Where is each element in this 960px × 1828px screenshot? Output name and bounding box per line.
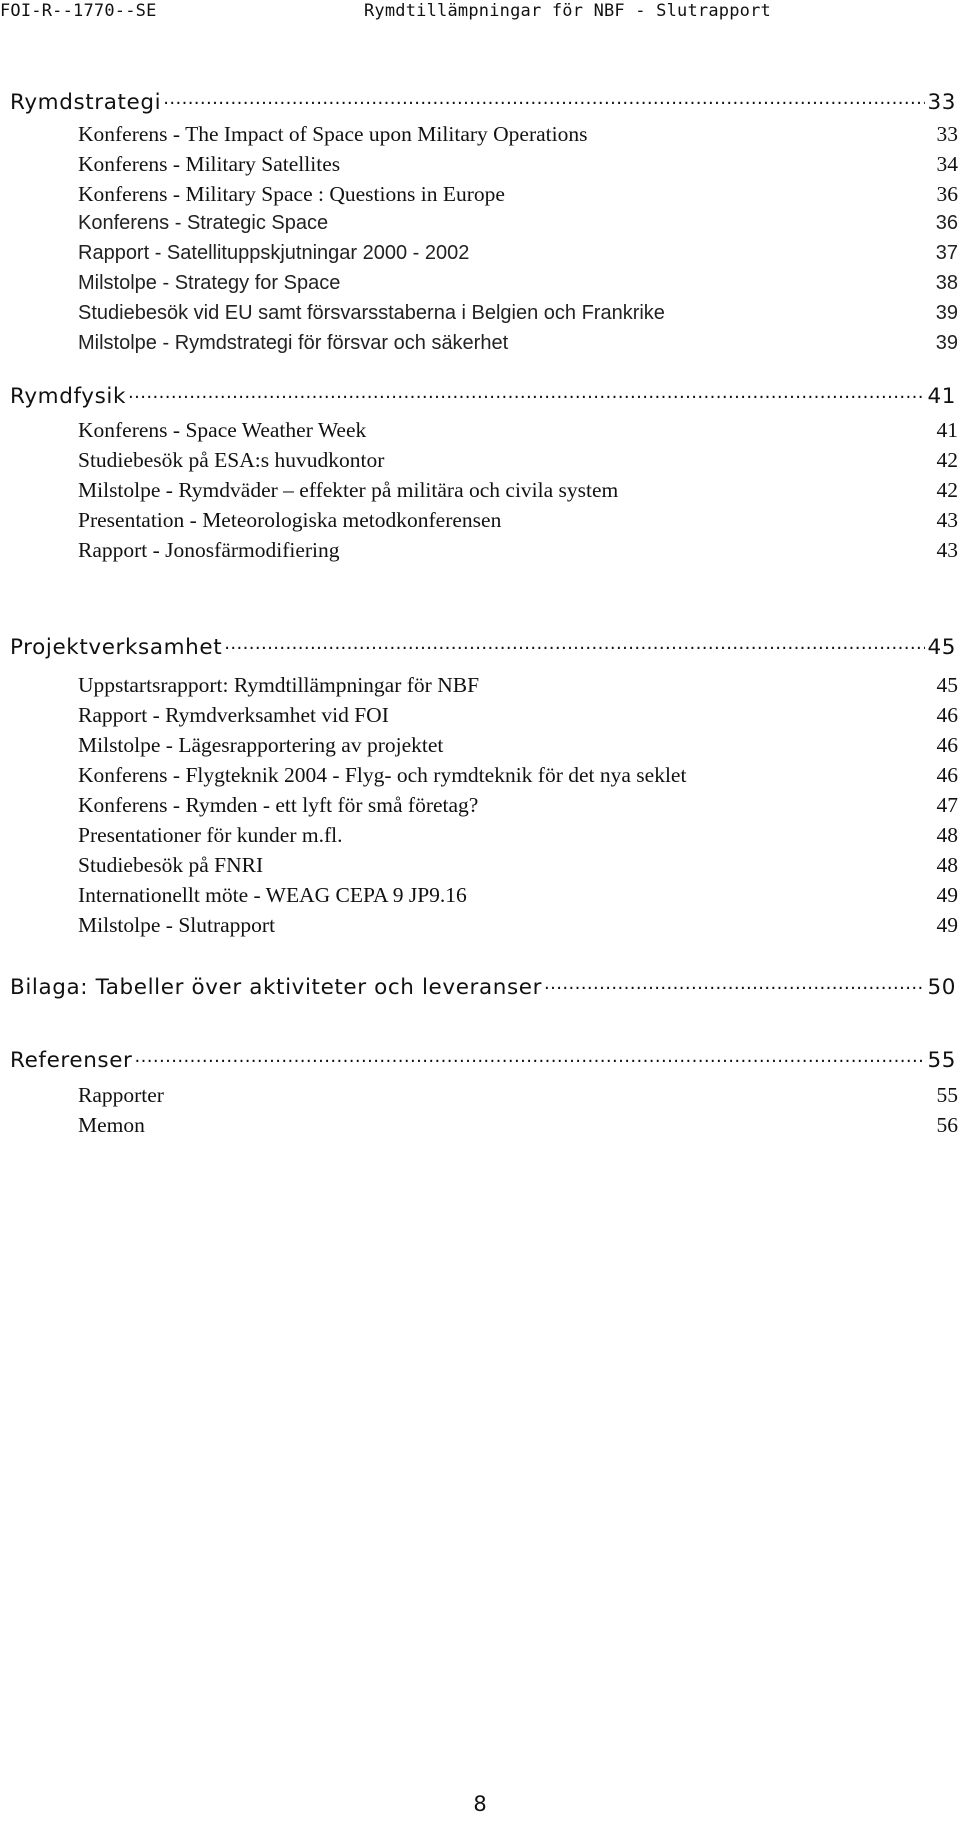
toc-entry[interactable] [78, 122, 960, 152]
toc-entry-title: Milstolpe - Strategy for Space [78, 272, 341, 294]
toc-entry[interactable] [78, 913, 960, 943]
toc-entry[interactable] [78, 1113, 960, 1143]
toc-entry-page: 42 [936, 478, 958, 502]
toc-entry-title: Konferens - Military Space : Questions in Europe [78, 182, 505, 206]
toc-entry-title: Rapport - Jonosfärmodifiering [78, 538, 340, 562]
toc-entry-title: Konferens - Space Weather Week [78, 418, 367, 442]
toc-entry[interactable] [78, 763, 960, 793]
page-number: 8 [473, 1792, 487, 1816]
toc-entry-title: Konferens - Flygteknik 2004 - Flyg- och rymdteknik för det nya seklet [78, 763, 687, 787]
toc-entry-title: Memon [78, 1113, 145, 1137]
toc-entry[interactable] [78, 272, 960, 302]
toc-entry[interactable] [78, 182, 960, 212]
toc-entries-rymdfysik [78, 418, 960, 568]
toc-entry-page: 49 [936, 883, 958, 907]
toc-section-referenser[interactable] [10, 1045, 956, 1075]
toc-entry-page: 43 [936, 538, 958, 562]
running-header [0, 0, 960, 26]
document-title: Rymdtillämpningar för NBF - Slutrapport [364, 1, 771, 21]
toc-entry-page: 39 [935, 332, 958, 354]
document-id: FOI-R--1770--SE [0, 1, 157, 21]
toc-entry[interactable] [78, 152, 960, 182]
toc-entry-title: Konferens - Rymden - ett lyft för små företag? [78, 793, 479, 817]
toc-section-projektverksamhet[interactable] [10, 632, 956, 662]
toc-entry[interactable] [78, 302, 960, 332]
toc-section-page: 41 [927, 384, 956, 409]
toc-section-bilaga[interactable] [10, 972, 956, 1002]
toc-entry-title: Rapporter [78, 1083, 164, 1107]
toc-entry-page: 42 [936, 448, 958, 472]
toc-entry-page: 38 [935, 272, 958, 294]
toc-section-title: Rymdfysik [10, 384, 127, 409]
toc-entry-page: 36 [936, 182, 958, 206]
toc-section-rymdstrategi[interactable] [10, 87, 956, 117]
toc-entry-title: Studiebesök på FNRI [78, 853, 264, 877]
toc-entry[interactable] [78, 418, 960, 448]
toc-entry-page: 36 [935, 212, 958, 234]
toc-entry[interactable] [78, 508, 960, 538]
toc-entry-page: 33 [936, 122, 958, 146]
toc-entry[interactable] [78, 332, 960, 362]
toc-entries-rymdstrategi [78, 122, 960, 362]
toc-entry-title: Konferens - The Impact of Space upon Military Operations [78, 122, 588, 146]
toc-entry[interactable] [78, 853, 960, 883]
toc-entry-title: Milstolpe - Lägesrapportering av projektet [78, 733, 444, 757]
toc-entry-page: 39 [935, 302, 958, 324]
toc-entry-title: Uppstartsrapport: Rymdtillämpningar för NBF [78, 673, 480, 697]
toc-section-page: 50 [927, 975, 956, 1000]
toc-entry-title: Milstolpe - Rymdväder – effekter på militära och civila system [78, 478, 619, 502]
dot-leader [135, 1045, 926, 1067]
toc-section-page: 33 [927, 90, 956, 115]
toc-section-rymdfysik[interactable] [10, 381, 956, 411]
toc-entry-title: Internationellt möte - WEAG CEPA 9 JP9.16 [78, 883, 467, 907]
toc-entry-page: 37 [935, 242, 958, 264]
toc-entry-page: 48 [936, 853, 958, 877]
toc-entry-page: 55 [936, 1083, 958, 1107]
dot-leader [128, 381, 925, 403]
toc-entry[interactable] [78, 793, 960, 823]
dot-leader [163, 87, 925, 109]
toc-entry[interactable] [78, 242, 960, 272]
toc-entry-title: Konferens - Strategic Space [78, 212, 329, 234]
toc-entry[interactable] [78, 478, 960, 508]
toc-entry[interactable] [78, 733, 960, 763]
toc-entry-page: 41 [936, 418, 958, 442]
toc-entry[interactable] [78, 212, 960, 242]
toc-section-title: Bilaga: Tabeller över aktiviteter och leveranser [10, 975, 543, 1000]
toc-entry[interactable] [78, 883, 960, 913]
toc-section-page: 55 [927, 1048, 956, 1073]
toc-entry-title: Rapport - Rymdverksamhet vid FOI [78, 703, 389, 727]
toc-entry-title: Milstolpe - Rymdstrategi för försvar och säkerhet [78, 332, 509, 354]
toc-section-title: Rymdstrategi [10, 90, 162, 115]
toc-entry[interactable] [78, 1083, 960, 1113]
toc-entry-title: Rapport - Satellituppskjutningar 2000 - 2002 [78, 242, 470, 264]
toc-entry-title: Presentation - Meteorologiska metodkonferensen [78, 508, 502, 532]
toc-entry[interactable] [78, 538, 960, 568]
toc-entry-page: 34 [936, 152, 958, 176]
toc-section-title: Referenser [10, 1048, 133, 1073]
dot-leader [544, 972, 925, 994]
toc-entry[interactable] [78, 673, 960, 703]
toc-entry-page: 43 [936, 508, 958, 532]
toc-entry-page: 47 [936, 793, 958, 817]
toc-entries-referenser [78, 1083, 960, 1143]
toc-entry-page: 56 [936, 1113, 958, 1137]
toc-entries-projektverksamhet [78, 673, 960, 943]
toc-entry-page: 46 [936, 733, 958, 757]
toc-entry[interactable] [78, 448, 960, 478]
toc-entry-page: 49 [936, 913, 958, 937]
toc-section-title: Projektverksamhet [10, 635, 223, 660]
toc-entry-page: 45 [936, 673, 958, 697]
toc-entry[interactable] [78, 823, 960, 853]
toc-entry-page: 46 [936, 703, 958, 727]
toc-entry-title: Konferens - Military Satellites [78, 152, 341, 176]
toc-entry-page: 46 [936, 763, 958, 787]
toc-entry-page: 48 [936, 823, 958, 847]
toc-entry-title: Studiebesök vid EU samt försvarsstaberna i Belgien och Frankrike [78, 302, 665, 324]
toc-section-page: 45 [927, 635, 956, 660]
toc-entry-title: Presentationer för kunder m.fl. [78, 823, 343, 847]
dot-leader [224, 632, 925, 654]
toc-entry[interactable] [78, 703, 960, 733]
toc-entry-title: Studiebesök på ESA:s huvudkontor [78, 448, 385, 472]
toc-entry-title: Milstolpe - Slutrapport [78, 913, 276, 937]
